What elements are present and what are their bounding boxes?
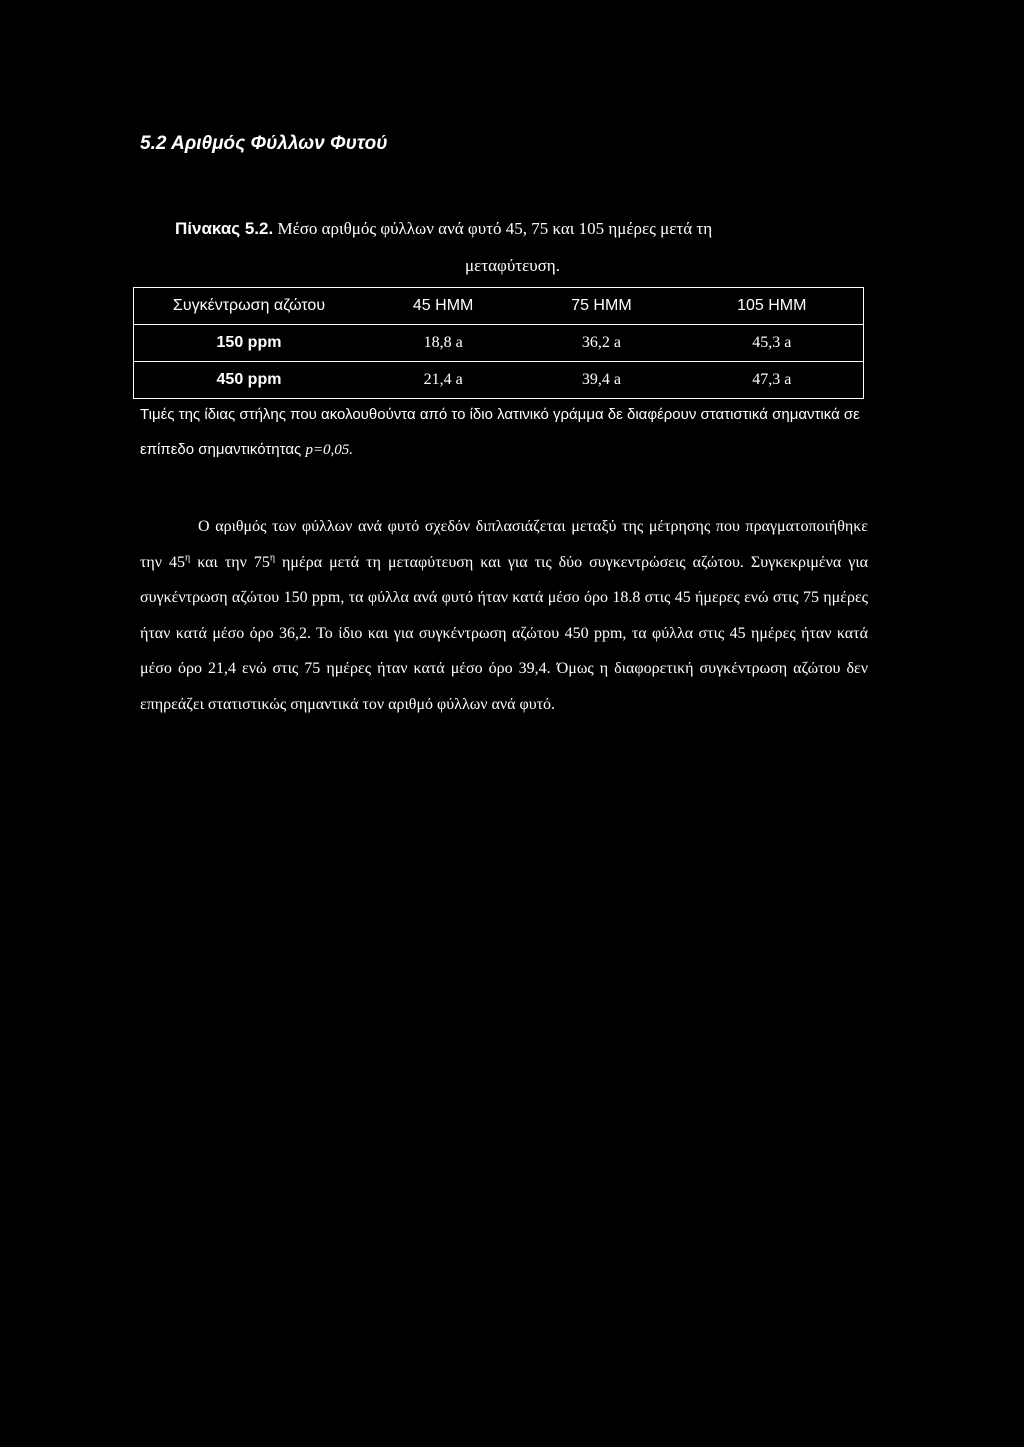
row-concentration: 150 ppm (134, 325, 365, 362)
paragraph-text-3: ημέρα μετά τη μεταφύτευση και για τις δύο συγκεντρώσεις αζώτου. Συγκεκριμένα για συγκέντρωση αζώτου 150 ppm, τα φύλλα ανά φυτό ήταν κατά μέσο όρο 18.8 στις 45 ήμερες ενώ στις 75 ημέρες ήταν κατά μέσο όρο 36,2. Το ίδιο και για συγκέντρωση αζώτου 450 ppm, τα φύλλα στις 45 ημέρες ήταν κατά μέσο όρο 21,4 ενώ στις 75 ημέρες ήταν κατά μέσο όρο 39,4. Όμως η διαφορετική συγκέντρωση αζώτου δεν επηρεάζει στατιστικώς σημαντικά τον αριθμό φύλλων ανά φυτό. (140, 553, 869, 713)
header-105-hmm: 105 HMM (681, 288, 864, 325)
cell-45-hmm: 18,8 a (364, 325, 522, 362)
header-concentration: Συγκέντρωση αζώτου (134, 288, 365, 325)
cell-105-hmm: 45,3 a (681, 325, 864, 362)
ordinal-superscript: η (185, 552, 191, 564)
table-caption-continuation: μεταφύτευση. (465, 256, 560, 275)
cell-75-hmm: 36,2 a (522, 325, 680, 362)
ordinal-superscript: η (269, 552, 276, 564)
cell-45-hmm: 21,4 a (364, 362, 522, 399)
table-row (134, 325, 864, 362)
table-caption-text: Μέσο αριθμός φύλλων ανά φυτό 45, 75 και 105 ημέρες μετά τη (273, 219, 713, 238)
cell-75-hmm: 39,4 a (522, 362, 680, 399)
header-45-hmm: 45 HMM (364, 288, 522, 325)
row-concentration: 450 ppm (134, 362, 365, 399)
header-75-hmm: 75 HMM (522, 288, 680, 325)
paragraph-text-2: και την 75 (190, 553, 270, 571)
table-caption-label: Πίνακας 5.2. (175, 219, 274, 238)
table-header-row (134, 288, 864, 325)
footnote-text: Τιμές της ίδιας στήλης που ακολουθούντα από το ίδιο λατινικό γράμμα δε διαφέρουν στατιστικά σημαντικά σε επίπεδο σημαντικότητας (140, 406, 860, 458)
paragraph-text-1: Ο αριθμός των φύλλων ανά φυτό σχεδόν διπλασιάζεται μεταξύ της μέτρησης που πραγματοποιήθηκε την 45 (140, 518, 868, 571)
body-paragraph (140, 509, 868, 722)
footnote-pvalue: p=0,05. (305, 442, 354, 458)
section-heading: 5.2 Αριθμός Φύλλων Φυτού (140, 133, 388, 154)
table-row (134, 362, 864, 399)
table-caption (140, 219, 885, 239)
table-footnote (140, 397, 885, 468)
cell-105-hmm: 47,3 a (681, 362, 864, 399)
leaf-count-table (133, 287, 864, 399)
